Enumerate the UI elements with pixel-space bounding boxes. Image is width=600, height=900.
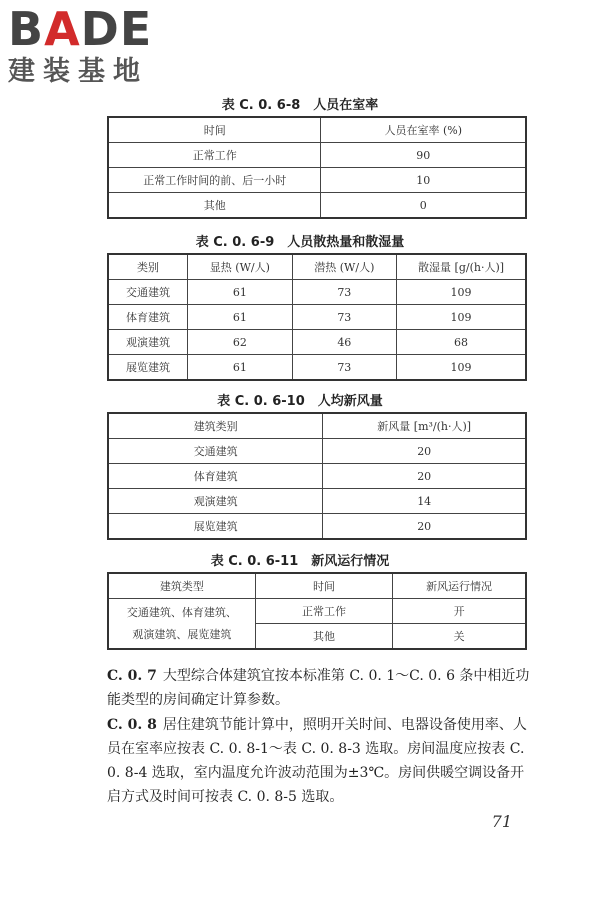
header-cell: 潜热 (W/人) bbox=[292, 254, 396, 280]
table-cell: 109 bbox=[397, 305, 526, 330]
table-cell: 正常工作 bbox=[255, 599, 392, 624]
table-caption-c0610: 表 C. 0. 6-10 人均新风量 bbox=[217, 394, 383, 409]
table-cell: 68 bbox=[397, 330, 526, 355]
table-cell: 其他 bbox=[108, 193, 321, 219]
table-cell: 62 bbox=[188, 330, 292, 355]
header-cell: 建筑类别 bbox=[108, 413, 323, 439]
table-cell: 关 bbox=[393, 624, 526, 650]
header-cell: 建筑类型 bbox=[108, 573, 255, 599]
table-cell: 20 bbox=[323, 464, 526, 489]
clause-c07 bbox=[107, 664, 530, 712]
table-cell: 61 bbox=[188, 355, 292, 381]
table-row bbox=[108, 280, 526, 305]
table-c0610 bbox=[107, 412, 527, 540]
table-row bbox=[108, 143, 526, 168]
table-row bbox=[108, 168, 526, 193]
bade-logo bbox=[8, 4, 152, 88]
table-cell: 14 bbox=[323, 489, 526, 514]
table-header-row bbox=[108, 254, 526, 280]
table-cell: 体育建筑 bbox=[108, 464, 323, 489]
table-c068 bbox=[107, 116, 527, 219]
table-row bbox=[108, 193, 526, 219]
table-header-row bbox=[108, 413, 526, 439]
table-header-row bbox=[108, 117, 526, 143]
table-row bbox=[108, 330, 526, 355]
table-row bbox=[108, 355, 526, 381]
clause-number: C. 0. 7 bbox=[107, 668, 157, 684]
table-cell: 20 bbox=[323, 439, 526, 464]
table-cell: 46 bbox=[292, 330, 396, 355]
table-cell: 交通建筑 bbox=[108, 280, 188, 305]
table-cell: 体育建筑 bbox=[108, 305, 188, 330]
header-cell: 显热 (W/人) bbox=[188, 254, 292, 280]
table-cell: 73 bbox=[292, 280, 396, 305]
table-cell: 观演建筑 bbox=[108, 330, 188, 355]
table-c069 bbox=[107, 253, 527, 381]
header-cell: 新风运行情况 bbox=[393, 573, 526, 599]
table-cell: 正常工作 bbox=[108, 143, 321, 168]
header-cell: 时间 bbox=[108, 117, 321, 143]
table-caption-c0611: 表 C. 0. 6-11 新风运行情况 bbox=[210, 554, 390, 569]
table-cell: 73 bbox=[292, 355, 396, 381]
table-row bbox=[108, 514, 526, 540]
logo-wordmark: BADE bbox=[8, 2, 153, 56]
table-cell: 交通建筑 bbox=[108, 439, 323, 464]
clause-number: C. 0. 8 bbox=[107, 717, 157, 733]
table-cell: 10 bbox=[321, 168, 526, 193]
table-cell: 20 bbox=[323, 514, 526, 540]
clause-c08 bbox=[107, 713, 530, 809]
header-cell: 散湿量 [g/(h·人)] bbox=[397, 254, 526, 280]
table-row bbox=[108, 599, 526, 624]
logo-subtitle: 建装基地 bbox=[8, 56, 148, 87]
table-cell: 0 bbox=[321, 193, 526, 219]
header-cell: 类别 bbox=[108, 254, 188, 280]
table-cell: 展览建筑 bbox=[108, 514, 323, 540]
table-header-row bbox=[108, 573, 526, 599]
clause-text: 居住建筑节能计算中，照明开关时间、电器设备使用率、人员在室率应按表 C. 0. 8-1～表 C. 0. 8-3 选取。房间温度应按表 C. 0. 8-4 选取，室内温度允许波动范围为±3℃。房间供暖空调设备开启方式及时间可按表 C. 0. 8-5 选取。 bbox=[107, 717, 527, 805]
table-cell: 开 bbox=[393, 599, 526, 624]
table-caption-c069: 表 C. 0. 6-9 人员散热量和散湿量 bbox=[195, 235, 405, 250]
header-cell: 新风量 [m³/(h·人)] bbox=[323, 413, 526, 439]
clause-text: 大型综合体建筑宜按本标准第 C. 0. 1～C. 0. 6 条中相近功能类型的房间确定计算参数。 bbox=[107, 668, 530, 708]
table-cell: 61 bbox=[188, 305, 292, 330]
table-cell: 109 bbox=[397, 280, 526, 305]
table-caption-c068: 表 C. 0. 6-8 人员在室率 bbox=[221, 98, 379, 113]
table-cell: 其他 bbox=[255, 624, 392, 650]
page-number: 71 bbox=[491, 812, 512, 831]
logo-accent-letter: A bbox=[44, 2, 81, 56]
header-cell: 人员在室率 (%) bbox=[321, 117, 526, 143]
merged-building-type-cell: 交通建筑、体育建筑、 观演建筑、展览建筑 bbox=[108, 599, 255, 650]
table-row bbox=[108, 305, 526, 330]
table-row bbox=[108, 439, 526, 464]
table-cell: 展览建筑 bbox=[108, 355, 188, 381]
table-cell: 73 bbox=[292, 305, 396, 330]
header-cell: 时间 bbox=[255, 573, 392, 599]
table-row bbox=[108, 464, 526, 489]
table-cell: 观演建筑 bbox=[108, 489, 323, 514]
table-row bbox=[108, 489, 526, 514]
table-cell: 正常工作时间的前、后一小时 bbox=[108, 168, 321, 193]
table-cell: 109 bbox=[397, 355, 526, 381]
table-c0611 bbox=[107, 572, 527, 650]
table-cell: 90 bbox=[321, 143, 526, 168]
table-cell: 61 bbox=[188, 280, 292, 305]
